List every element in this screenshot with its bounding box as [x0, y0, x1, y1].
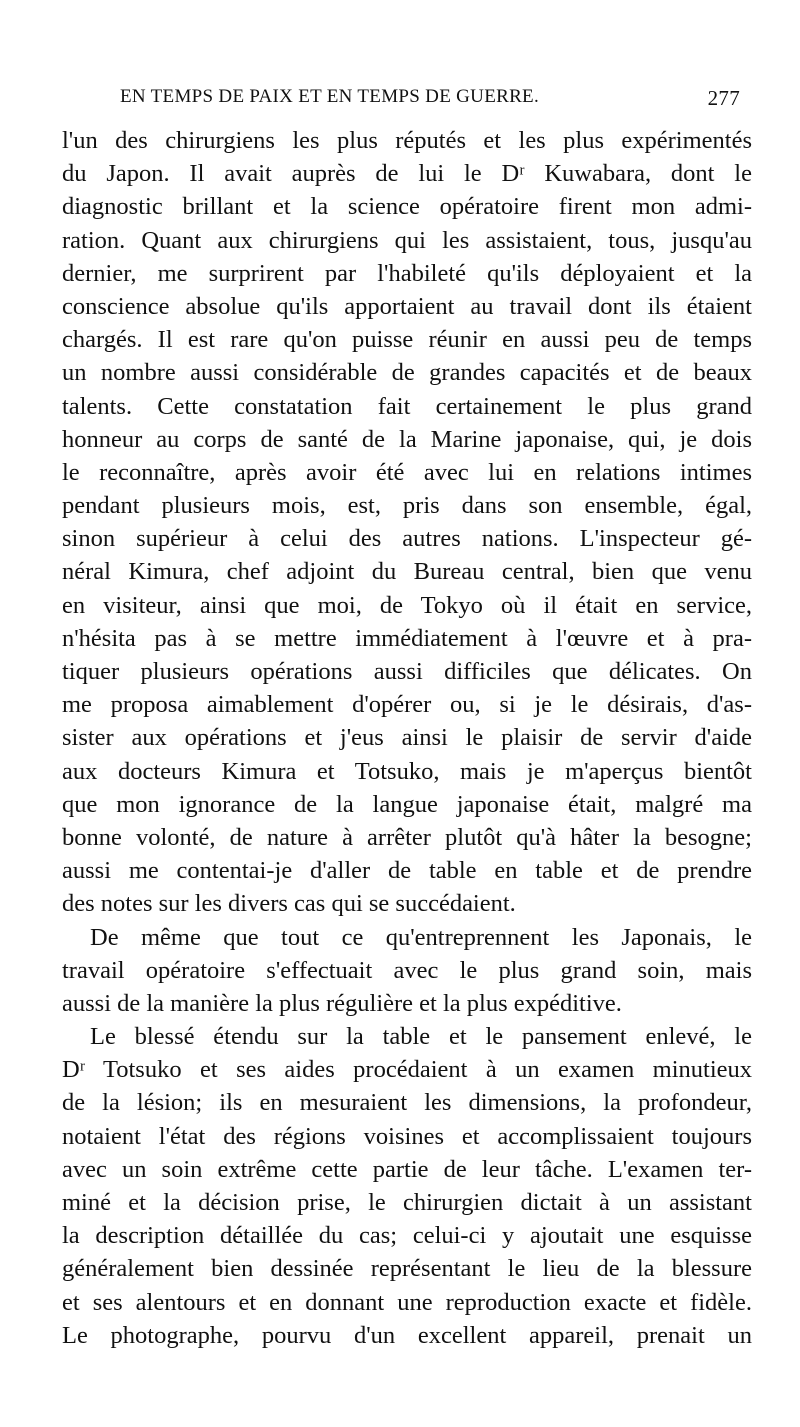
text-line: aussi me contentai-je d'aller de table en table et de prendre — [62, 857, 752, 885]
running-header — [120, 86, 740, 116]
text-line: en visiteur, ainsi que moi, de Tokyo où il était en service, — [62, 591, 752, 619]
text-line: l'un des chirurgiens les plus réputés et les plus expérimentés — [62, 127, 752, 154]
text-line: néral Kimura, chef adjoint du Bureau central, bien que venu — [62, 558, 752, 586]
text-line: la description détaillée du cas; celui-ci y ajoutait une esquisse — [62, 1222, 752, 1250]
text-line: ration. Quant aux chirurgiens qui les assistaient, tous, jusqu'au — [62, 226, 752, 254]
text-line: un nombre aussi considérable de grandes capacités et de beaux — [62, 359, 752, 387]
text-line: De même que tout ce qu'entreprennent les Japonais, le — [90, 923, 752, 951]
text-line: miné et la décision prise, le chirurgien dictait à un assistant — [62, 1189, 752, 1216]
text-line: des notes sur les divers cas qui se succédaient. — [62, 890, 516, 918]
text-line: aux docteurs Kimura et Totsuko, mais je m'aperçus bientôt — [62, 757, 752, 785]
text-line: généralement bien dessinée représentant le lieu de la blessure — [62, 1255, 752, 1283]
text-line: sister aux opérations et j'eus ainsi le plaisir de servir d'aide — [62, 724, 752, 752]
text-line: avec un soin extrême cette partie de leur tâche. L'examen ter- — [62, 1155, 752, 1183]
text-line: conscience absolue qu'ils apportaient au travail dont ils étaient — [62, 292, 752, 320]
text-line: honneur au corps de santé de la Marine japonaise, qui, je dois — [62, 425, 752, 453]
text-line: dernier, me surprirent par l'habileté qu'ils déployaient et la — [62, 259, 752, 287]
text-line: chargés. Il est rare qu'on puisse réunir en aussi peu de temps — [62, 326, 752, 354]
body-text — [62, 124, 752, 1352]
text-line: le reconnaître, après avoir été avec lui en relations intimes — [62, 458, 752, 486]
text-line: diagnostic brillant et la science opératoire firent mon admi- — [62, 193, 752, 221]
text-line: tiquer plusieurs opérations aussi difficiles que délicates. On — [62, 658, 752, 685]
text-line: de la lésion; ils en mesuraient les dimensions, la profondeur, — [62, 1089, 752, 1117]
text-line: pendant plusieurs mois, est, pris dans son ensemble, égal, — [62, 492, 752, 520]
text-line: et ses alentours et en donnant une reproduction exacte et fidèle. — [62, 1288, 752, 1316]
text-line: sinon supérieur à celui des autres nations. L'inspecteur gé- — [62, 525, 752, 553]
text-line: travail opératoire s'effectuait avec le plus grand soin, mais — [62, 956, 752, 984]
text-line: n'hésita pas à se mettre immédiatement à l'œuvre et à pra- — [62, 624, 752, 652]
page-number: 277 — [707, 86, 740, 110]
text-line: talents. Cette constatation fait certainement le plus grand — [62, 392, 752, 420]
text-line: Dʳ Totsuko et ses aides procédaient à un examen minutieux — [62, 1056, 752, 1084]
text-line: aussi de la manière la plus régulière et la plus expéditive. — [62, 989, 622, 1017]
text-line: me proposa aimablement d'opérer ou, si je le désirais, d'as- — [62, 691, 752, 719]
text-line: Le photographe, pourvu d'un excellent appareil, prenait un — [62, 1321, 752, 1349]
text-line: notaient l'état des régions voisines et accomplissaient toujours — [62, 1122, 752, 1150]
running-title: EN TEMPS DE PAIX ET EN TEMPS DE GUERRE. — [120, 86, 540, 107]
text-line: du Japon. Il avait auprès de lui le Dʳ Kuwabara, dont le — [62, 160, 752, 188]
text-line: bonne volonté, de nature à arrêter plutôt qu'à hâter la besogne; — [62, 823, 752, 851]
text-line: que mon ignorance de la langue japonaise était, malgré ma — [62, 790, 752, 818]
text-line: Le blessé étendu sur la table et le pansement enlevé, le — [90, 1023, 752, 1051]
